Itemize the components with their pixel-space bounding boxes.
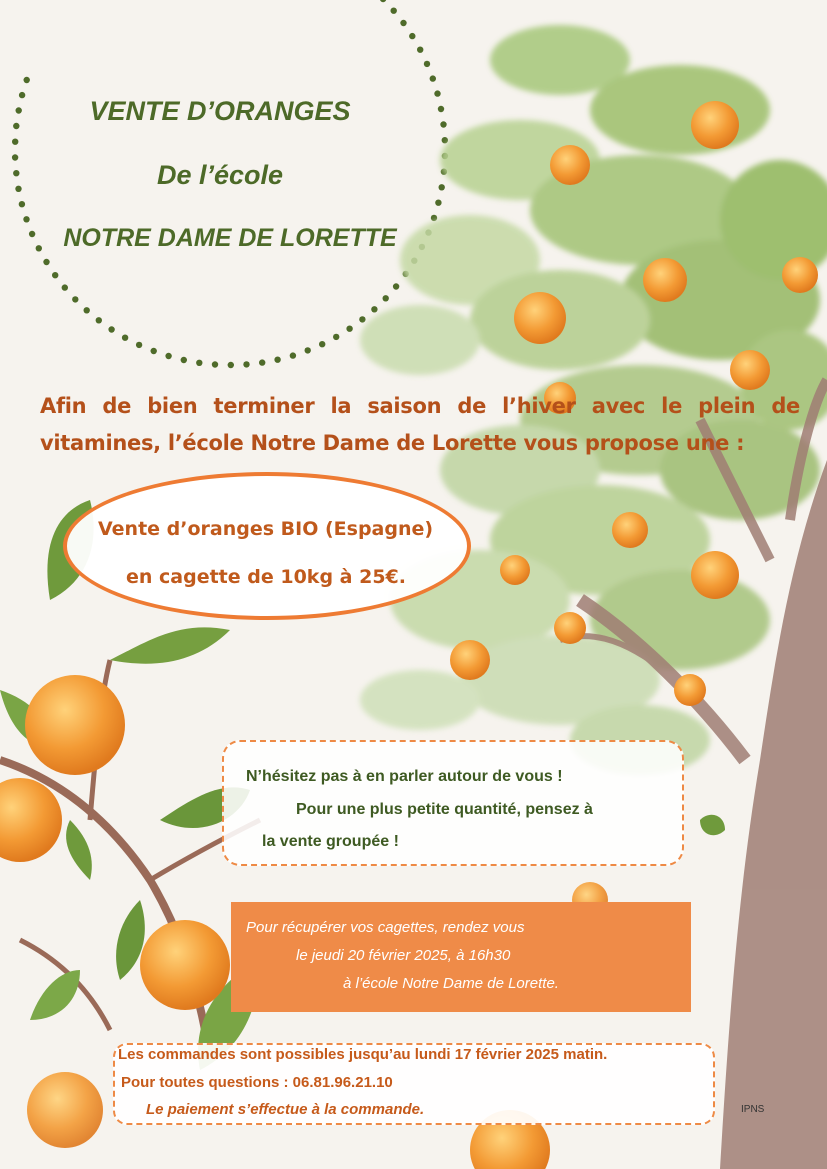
offer-line-2: en cagette de 10kg à 25€.: [126, 566, 406, 588]
dot: [442, 137, 448, 143]
share-line-3: la vente groupée !: [262, 833, 399, 850]
share-line-2: Pour une plus petite quantité, pensez à: [296, 801, 593, 818]
dot: [319, 341, 325, 347]
dot: [96, 317, 102, 323]
dot: [424, 61, 430, 67]
dot: [108, 326, 114, 332]
dot: [243, 361, 249, 367]
dot: [228, 362, 234, 368]
dot: [84, 307, 90, 313]
dot: [383, 295, 389, 301]
dot: [391, 8, 397, 14]
dot: [122, 335, 128, 341]
dot: [196, 360, 202, 366]
dot: [181, 357, 187, 363]
ipns-mark: IPNS: [741, 1104, 765, 1115]
dot: [305, 347, 311, 353]
dot: [393, 283, 399, 289]
dot: [417, 47, 423, 53]
dot: [435, 200, 441, 206]
dot: [400, 20, 406, 26]
dot: [52, 272, 58, 278]
dot: [359, 316, 365, 322]
dot: [346, 326, 352, 332]
dot: [212, 361, 218, 367]
dot: [440, 121, 446, 127]
dot: [431, 215, 437, 221]
dot: [165, 353, 171, 359]
title-line-2: De l’école: [156, 160, 284, 190]
dot: [371, 306, 377, 312]
dot: [24, 77, 30, 83]
title-line-3: NOTRE DAME DE LORETTE: [63, 224, 397, 252]
dot: [274, 357, 280, 363]
offer-line-1: Vente d’oranges BIO (Espagne): [98, 518, 434, 540]
dot: [72, 296, 78, 302]
dot: [23, 216, 29, 222]
pickup-line-1: Pour récupérer vos cagettes, rendez vous: [246, 919, 525, 936]
dot: [259, 359, 265, 365]
title-line-1: VENTE D’ORANGES: [89, 96, 351, 126]
dot: [43, 259, 49, 265]
dot: [19, 201, 25, 207]
dot: [290, 352, 296, 358]
dot: [136, 342, 142, 348]
share-line-1: N’hésitez pas à en parler autour de vous !: [246, 768, 563, 785]
dot: [12, 139, 18, 145]
orders-payment-note: Le paiement s’effectue à la commande.: [146, 1101, 425, 1118]
dot: [430, 75, 436, 81]
orders-line-1: Les commandes sont possibles jusqu’au lundi 17 février 2025 matin.: [118, 1046, 608, 1063]
pickup-line-3: à l’école Notre Dame de Lorette.: [343, 975, 559, 992]
pickup-line-2: le jeudi 20 février 2025, à 16h30: [296, 947, 511, 964]
dot: [333, 334, 339, 340]
offer-oval: [63, 472, 471, 620]
dot: [151, 348, 157, 354]
orders-contact-phone: Pour toutes questions : 06.81.96.21.10: [121, 1074, 393, 1091]
dot: [409, 33, 415, 39]
dot: [62, 284, 68, 290]
intro-paragraph: Afin de bien terminer la saison de l’hiver avec le plein de vitamines, l’école Notre Dame de Lorette vous propose une :: [40, 394, 800, 455]
